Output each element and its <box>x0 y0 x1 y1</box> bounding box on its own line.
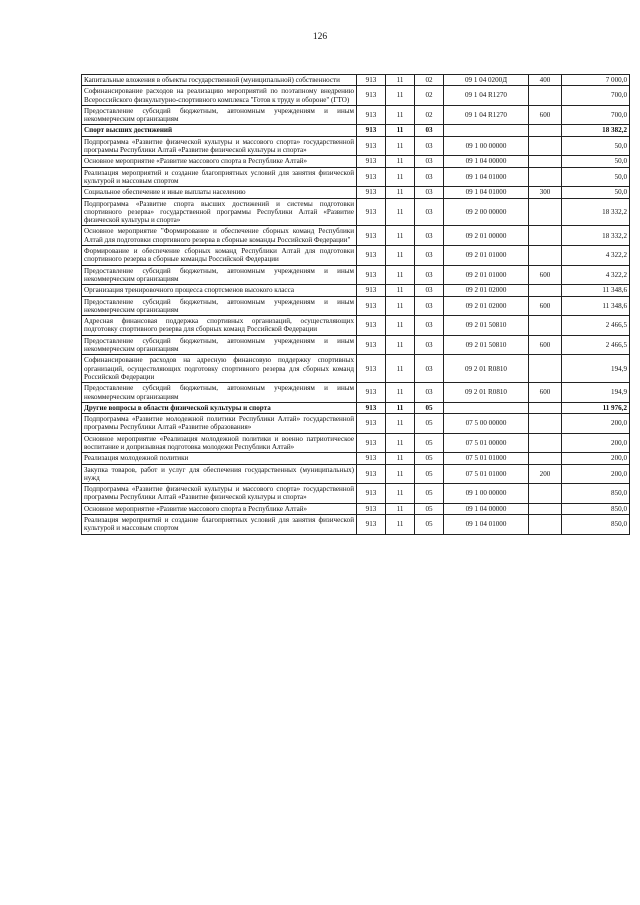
row-name-cell: Основное мероприятие «Развитие массового спорта в Республике Алтай» <box>82 503 357 514</box>
amount-cell: 2 466,5 <box>562 316 630 336</box>
ministry-code-cell: 913 <box>357 433 386 453</box>
row-name-cell: Адресная финансовая поддержка спортивных организаций, осуществляющих подготовку спортивного резерва для сборных команд Российской Федерации <box>82 316 357 336</box>
expense-type-cell <box>529 167 562 187</box>
table-row <box>82 484 630 504</box>
table-row <box>82 453 630 464</box>
section-code-cell: 11 <box>386 355 415 383</box>
subsection-code-cell: 03 <box>415 246 444 266</box>
amount-cell: 18 332,2 <box>562 198 630 226</box>
table-section-row <box>82 125 630 136</box>
target-article-cell: 07 5 01 01000 <box>444 453 529 464</box>
target-article-cell: 09 1 00 00000 <box>444 484 529 504</box>
row-name-cell: Основное мероприятие "Формирование и обеспечение сборных команд Республики Алтай для подготовки спортивного резерва в сборные команды Российской Федерации" <box>82 226 357 246</box>
table-row <box>82 383 630 403</box>
amount-cell: 18 382,2 <box>562 125 630 136</box>
subsection-code-cell: 05 <box>415 484 444 504</box>
expense-type-cell <box>529 453 562 464</box>
section-code-cell: 11 <box>386 335 415 355</box>
table-row <box>82 316 630 336</box>
expense-type-cell <box>529 484 562 504</box>
section-code-cell: 11 <box>386 285 415 296</box>
ministry-code-cell: 913 <box>357 316 386 336</box>
table-row <box>82 246 630 266</box>
ministry-code-cell: 913 <box>357 136 386 156</box>
row-name-cell: Организация тренировочного процесса спортсменов высокого класса <box>82 285 357 296</box>
subsection-code-cell: 02 <box>415 105 444 125</box>
expense-type-cell: 600 <box>529 383 562 403</box>
subsection-code-cell: 03 <box>415 226 444 246</box>
amount-cell: 7 000,0 <box>562 75 630 86</box>
subsection-code-cell: 03 <box>415 383 444 403</box>
target-article-cell: 09 1 04 0200Д <box>444 75 529 86</box>
amount-cell: 194,9 <box>562 383 630 403</box>
subsection-code-cell: 02 <box>415 75 444 86</box>
expense-type-cell <box>529 402 562 413</box>
table-section-row <box>82 402 630 413</box>
subsection-code-cell: 03 <box>415 355 444 383</box>
table-row <box>82 503 630 514</box>
row-name-cell: Реализация мероприятий и создание благоприятных условий для занятия физической культурой и массовым спортом <box>82 167 357 187</box>
expense-type-cell <box>529 433 562 453</box>
amount-cell: 700,0 <box>562 86 630 106</box>
amount-cell: 194,9 <box>562 355 630 383</box>
ministry-code-cell: 913 <box>357 187 386 198</box>
section-code-cell: 11 <box>386 226 415 246</box>
table-row <box>82 335 630 355</box>
subsection-code-cell: 05 <box>415 515 444 535</box>
table-row <box>82 414 630 434</box>
table-row <box>82 226 630 246</box>
expense-type-cell: 600 <box>529 265 562 285</box>
table-row <box>82 156 630 167</box>
section-code-cell: 11 <box>386 198 415 226</box>
section-code-cell: 11 <box>386 136 415 156</box>
amount-cell: 50,0 <box>562 136 630 156</box>
target-article-cell: 09 2 01 02000 <box>444 285 529 296</box>
expense-type-cell <box>529 414 562 434</box>
table-row <box>82 167 630 187</box>
expense-type-cell <box>529 515 562 535</box>
row-name-cell: Софинансирование расходов на адресную финансовую поддержку спортивных организаций, осуществляющих подготовку спортивного резерва для сборных команд Российской Федерации <box>82 355 357 383</box>
row-name-cell: Подпрограмма «Развитие спорта высших достижений и системы подготовки спортивного резерва» государственной программы Республики Алтай «Развитие физической культуры и спорта» <box>82 198 357 226</box>
target-article-cell: 09 1 04 00000 <box>444 503 529 514</box>
table-row <box>82 265 630 285</box>
table-row <box>82 355 630 383</box>
subsection-code-cell: 05 <box>415 433 444 453</box>
subsection-code-cell: 02 <box>415 86 444 106</box>
row-name-cell: Социальное обеспечение и иные выплаты населению <box>82 187 357 198</box>
section-code-cell: 11 <box>386 464 415 484</box>
expense-type-cell: 200 <box>529 464 562 484</box>
section-code-cell: 11 <box>386 105 415 125</box>
target-article-cell: 07 5 01 00000 <box>444 433 529 453</box>
ministry-code-cell: 913 <box>357 335 386 355</box>
amount-cell: 200,0 <box>562 453 630 464</box>
expense-type-cell <box>529 226 562 246</box>
subsection-code-cell: 03 <box>415 198 444 226</box>
table-row <box>82 105 630 125</box>
ministry-code-cell: 913 <box>357 453 386 464</box>
target-article-cell: 09 1 00 00000 <box>444 136 529 156</box>
expense-type-cell <box>529 246 562 266</box>
ministry-code-cell: 913 <box>357 414 386 434</box>
amount-cell: 850,0 <box>562 503 630 514</box>
row-name-cell: Формирование и обеспечение сборных команд Республики Алтай для подготовки спортивного резерва в сборные команды Российской Федерации <box>82 246 357 266</box>
subsection-code-cell: 03 <box>415 136 444 156</box>
section-code-cell: 11 <box>386 383 415 403</box>
expense-type-cell <box>529 156 562 167</box>
target-article-cell <box>444 402 529 413</box>
ministry-code-cell: 913 <box>357 383 386 403</box>
subsection-code-cell: 05 <box>415 402 444 413</box>
amount-cell: 850,0 <box>562 515 630 535</box>
target-article-cell: 09 2 01 R0810 <box>444 355 529 383</box>
table-row <box>82 187 630 198</box>
target-article-cell: 07 5 01 01000 <box>444 464 529 484</box>
expense-type-cell <box>529 198 562 226</box>
row-name-cell: Основное мероприятие «Развитие массового спорта в Республике Алтай» <box>82 156 357 167</box>
ministry-code-cell: 913 <box>357 355 386 383</box>
amount-cell: 50,0 <box>562 156 630 167</box>
amount-cell: 11 976,2 <box>562 402 630 413</box>
section-code-cell: 11 <box>386 246 415 266</box>
section-code-cell: 11 <box>386 75 415 86</box>
ministry-code-cell: 913 <box>357 246 386 266</box>
expense-type-cell: 600 <box>529 105 562 125</box>
ministry-code-cell: 913 <box>357 156 386 167</box>
row-name-cell: Основное мероприятие «Реализация молодежной политики и военно патриотическое воспитание и допризывная подготовка молодежи Республики Алтай» <box>82 433 357 453</box>
section-code-cell: 11 <box>386 515 415 535</box>
table-row <box>82 86 630 106</box>
target-article-cell: 09 2 01 R0810 <box>444 383 529 403</box>
expense-type-cell <box>529 503 562 514</box>
target-article-cell: 07 5 00 00000 <box>444 414 529 434</box>
target-article-cell: 09 2 01 01000 <box>444 246 529 266</box>
row-name-cell: Реализация молодежной политики <box>82 453 357 464</box>
ministry-code-cell: 913 <box>357 503 386 514</box>
amount-cell: 700,0 <box>562 105 630 125</box>
row-name-cell: Подпрограмма «Развитие молодежной политики Республики Алтай» государственной программы Республики Алтай «Развитие образования» <box>82 414 357 434</box>
budget-table <box>81 74 630 535</box>
amount-cell: 50,0 <box>562 167 630 187</box>
amount-cell: 200,0 <box>562 433 630 453</box>
ministry-code-cell: 913 <box>357 105 386 125</box>
row-name-cell: Другие вопросы в области физической культуры и спорта <box>82 402 357 413</box>
section-code-cell: 11 <box>386 453 415 464</box>
target-article-cell: 09 1 04 R1270 <box>444 86 529 106</box>
ministry-code-cell: 913 <box>357 515 386 535</box>
ministry-code-cell: 913 <box>357 125 386 136</box>
section-code-cell: 11 <box>386 503 415 514</box>
target-article-cell: 09 2 01 02000 <box>444 296 529 316</box>
section-code-cell: 11 <box>386 316 415 336</box>
expense-type-cell: 600 <box>529 296 562 316</box>
row-name-cell: Подпрограмма «Развитие физической культуры и массового спорта» государственной программы Республики Алтай «Развитие физической культуры и спорта» <box>82 484 357 504</box>
section-code-cell: 11 <box>386 167 415 187</box>
subsection-code-cell: 03 <box>415 187 444 198</box>
page-number: 126 <box>312 32 328 42</box>
budget-table-body <box>82 75 630 535</box>
table-row <box>82 433 630 453</box>
expense-type-cell: 600 <box>529 335 562 355</box>
target-article-cell: 09 1 04 01000 <box>444 187 529 198</box>
amount-cell: 200,0 <box>562 464 630 484</box>
section-code-cell: 11 <box>386 156 415 167</box>
target-article-cell: 09 2 01 50810 <box>444 316 529 336</box>
target-article-cell: 09 1 04 01000 <box>444 515 529 535</box>
subsection-code-cell: 03 <box>415 167 444 187</box>
subsection-code-cell: 05 <box>415 464 444 484</box>
expense-type-cell: 300 <box>529 187 562 198</box>
table-row <box>82 296 630 316</box>
amount-cell: 11 348,6 <box>562 285 630 296</box>
expense-type-cell <box>529 316 562 336</box>
amount-cell: 4 322,2 <box>562 265 630 285</box>
target-article-cell: 09 2 01 50810 <box>444 335 529 355</box>
section-code-cell: 11 <box>386 265 415 285</box>
amount-cell: 18 332,2 <box>562 226 630 246</box>
row-name-cell: Предоставление субсидий бюджетным, автономным учреждениям и иным некоммерческим организациям <box>82 105 357 125</box>
section-code-cell: 11 <box>386 125 415 136</box>
subsection-code-cell: 03 <box>415 296 444 316</box>
subsection-code-cell: 05 <box>415 414 444 434</box>
amount-cell: 50,0 <box>562 187 630 198</box>
table-row <box>82 198 630 226</box>
ministry-code-cell: 913 <box>357 484 386 504</box>
expense-type-cell <box>529 125 562 136</box>
row-name-cell: Предоставление субсидий бюджетным, автономным учреждениям и иным некоммерческим организациям <box>82 265 357 285</box>
target-article-cell: 09 2 01 00000 <box>444 226 529 246</box>
row-name-cell: Закупка товаров, работ и услуг для обеспечения государственных (муниципальных) нужд <box>82 464 357 484</box>
ministry-code-cell: 913 <box>357 75 386 86</box>
table-row <box>82 285 630 296</box>
row-name-cell: Предоставление субсидий бюджетным, автономным учреждениям и иным некоммерческим организациям <box>82 383 357 403</box>
row-name-cell: Подпрограмма «Развитие физической культуры и массового спорта» государственной программы Республики Алтай «Развитие физической культуры и спорта» <box>82 136 357 156</box>
section-code-cell: 11 <box>386 414 415 434</box>
ministry-code-cell: 913 <box>357 167 386 187</box>
target-article-cell: 09 2 01 01000 <box>444 265 529 285</box>
subsection-code-cell: 03 <box>415 265 444 285</box>
expense-type-cell <box>529 86 562 106</box>
target-article-cell: 09 1 04 00000 <box>444 156 529 167</box>
table-row <box>82 136 630 156</box>
subsection-code-cell: 05 <box>415 503 444 514</box>
section-code-cell: 11 <box>386 433 415 453</box>
expense-type-cell <box>529 285 562 296</box>
section-code-cell: 11 <box>386 484 415 504</box>
ministry-code-cell: 913 <box>357 285 386 296</box>
table-row <box>82 75 630 86</box>
ministry-code-cell: 913 <box>357 198 386 226</box>
target-article-cell: 09 1 04 01000 <box>444 167 529 187</box>
section-code-cell: 11 <box>386 402 415 413</box>
row-name-cell: Реализация мероприятий и создание благоприятных условий для занятия физической культурой и массовым спортом <box>82 515 357 535</box>
ministry-code-cell: 913 <box>357 265 386 285</box>
expense-type-cell <box>529 355 562 383</box>
ministry-code-cell: 913 <box>357 296 386 316</box>
row-name-cell: Предоставление субсидий бюджетным, автономным учреждениям и иным некоммерческим организациям <box>82 335 357 355</box>
target-article-cell: 09 1 04 R1270 <box>444 105 529 125</box>
section-code-cell: 11 <box>386 296 415 316</box>
ministry-code-cell: 913 <box>357 402 386 413</box>
subsection-code-cell: 03 <box>415 335 444 355</box>
subsection-code-cell: 03 <box>415 125 444 136</box>
subsection-code-cell: 03 <box>415 156 444 167</box>
subsection-code-cell: 03 <box>415 316 444 336</box>
subsection-code-cell: 05 <box>415 453 444 464</box>
ministry-code-cell: 913 <box>357 464 386 484</box>
table-row <box>82 464 630 484</box>
expense-type-cell: 400 <box>529 75 562 86</box>
target-article-cell <box>444 125 529 136</box>
section-code-cell: 11 <box>386 86 415 106</box>
amount-cell: 850,0 <box>562 484 630 504</box>
subsection-code-cell: 03 <box>415 285 444 296</box>
row-name-cell: Капитальные вложения в объекты государственной (муниципальной) собственности <box>82 75 357 86</box>
ministry-code-cell: 913 <box>357 226 386 246</box>
amount-cell: 200,0 <box>562 414 630 434</box>
section-code-cell: 11 <box>386 187 415 198</box>
expense-type-cell <box>529 136 562 156</box>
row-name-cell: Предоставление субсидий бюджетным, автономным учреждениям и иным некоммерческим организациям <box>82 296 357 316</box>
row-name-cell: Софинансирование расходов на реализацию мероприятий по поэтапному внедрению Всероссийского физкультурно-спортивного комплекса "Готов к труду и обороне" (ГТО) <box>82 86 357 106</box>
ministry-code-cell: 913 <box>357 86 386 106</box>
target-article-cell: 09 2 00 00000 <box>444 198 529 226</box>
amount-cell: 4 322,2 <box>562 246 630 266</box>
amount-cell: 2 466,5 <box>562 335 630 355</box>
table-row <box>82 515 630 535</box>
row-name-cell: Спорт высших достижений <box>82 125 357 136</box>
amount-cell: 11 348,6 <box>562 296 630 316</box>
